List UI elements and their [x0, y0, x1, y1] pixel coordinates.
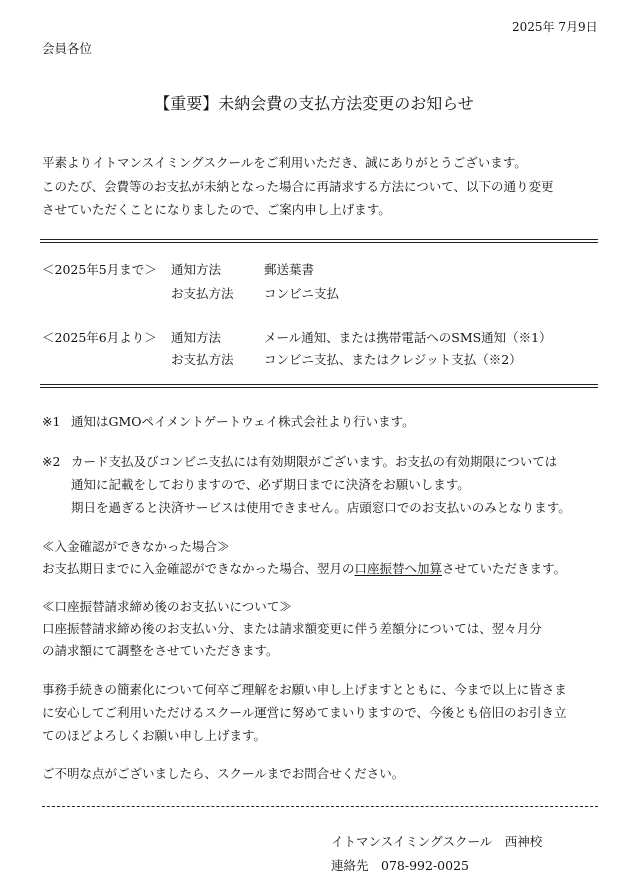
- unconfirmed-text-before: お支払期日までに入金確認ができなかった場合、翌月の: [42, 561, 355, 576]
- schedule-label: お支払方法: [171, 286, 234, 301]
- addressee: 会員各位: [42, 41, 93, 56]
- schedule-period: ＜2025年5月まで＞: [42, 262, 157, 277]
- note-mark: ※2: [42, 454, 61, 469]
- note-mark: ※1: [42, 414, 61, 429]
- dashed-divider: [42, 806, 598, 807]
- closing-line: てのほどよろしくお願い申し上げます。: [42, 728, 267, 743]
- intro-line: 平素よりイトマンスイミングスクールをご利用いただき、誠にありがとうございます。: [42, 155, 527, 170]
- note-text: 通知に記載をしておりますので、必ず期日までに決済をお願いします。: [71, 477, 470, 492]
- schedule-label: お支払方法: [171, 352, 234, 367]
- schedule-bottom-border: [40, 384, 598, 388]
- after-cutoff-line: の請求額にて調整をさせていただきます。: [42, 643, 279, 658]
- note-text: 通知はGMOペイメントゲートウェイ株式会社より行います。: [71, 414, 415, 429]
- note-text: 期日を過ぎると決済サービスは使用できません。店頭窓口でのお支払いのみとなります。: [71, 500, 571, 515]
- note-text: カード支払及びコンビニ支払には有効期限がございます。お支払の有効期限については: [71, 454, 558, 469]
- footer-phone: 連絡先 078-992-0025: [331, 858, 469, 873]
- schedule-top-border: [40, 239, 598, 243]
- schedule-value: コンビニ支払: [264, 286, 340, 301]
- schedule-value: メール通知、または携帯電話へのSMS通知（※1）: [264, 330, 552, 345]
- schedule-label: 通知方法: [171, 330, 222, 345]
- unconfirmed-text: [42, 563, 566, 576]
- document-date: 2025年 7月9日: [512, 20, 598, 34]
- section-heading-after-cutoff: ≪口座振替請求締め後のお支払いについて≫: [42, 599, 292, 614]
- intro-line: このたび、会費等のお支払が未納となった場合に再請求する方法について、以下の通り変更: [42, 179, 554, 194]
- intro-line: させていただくことになりましたので、ご案内申し上げます。: [42, 202, 391, 217]
- page-title: 【重要】未納会費の支払方法変更のお知らせ: [154, 94, 474, 113]
- section-heading-unconfirmed: ≪入金確認ができなかった場合≫: [42, 539, 230, 554]
- schedule-period: ＜2025年6月より＞: [42, 330, 157, 345]
- footer-school-name: イトマンスイミングスクール 西神校: [331, 834, 543, 849]
- schedule-label: 通知方法: [171, 262, 222, 277]
- unconfirmed-text-after: させていただきます。: [442, 561, 567, 576]
- schedule-value: 郵送葉書: [264, 262, 315, 277]
- after-cutoff-line: 口座振替請求締め後のお支払い分、または請求額変更に伴う差額分については、翌々月分: [42, 621, 542, 636]
- contact-prompt: ご不明な点がございましたら、スクールまでお問合せください。: [42, 766, 405, 781]
- closing-line: に安心してご利用いただけるスクール運営に努めてまいりますので、今後とも倍旧のお引き立: [42, 705, 567, 720]
- schedule-value: コンビニ支払、またはクレジット支払（※2）: [264, 352, 522, 367]
- unconfirmed-text-underlined: 口座振替へ加算: [354, 561, 443, 576]
- closing-line: 事務手続きの簡素化について何卒ご理解をお願い申し上げますとともに、今まで以上に皆さま: [42, 682, 567, 697]
